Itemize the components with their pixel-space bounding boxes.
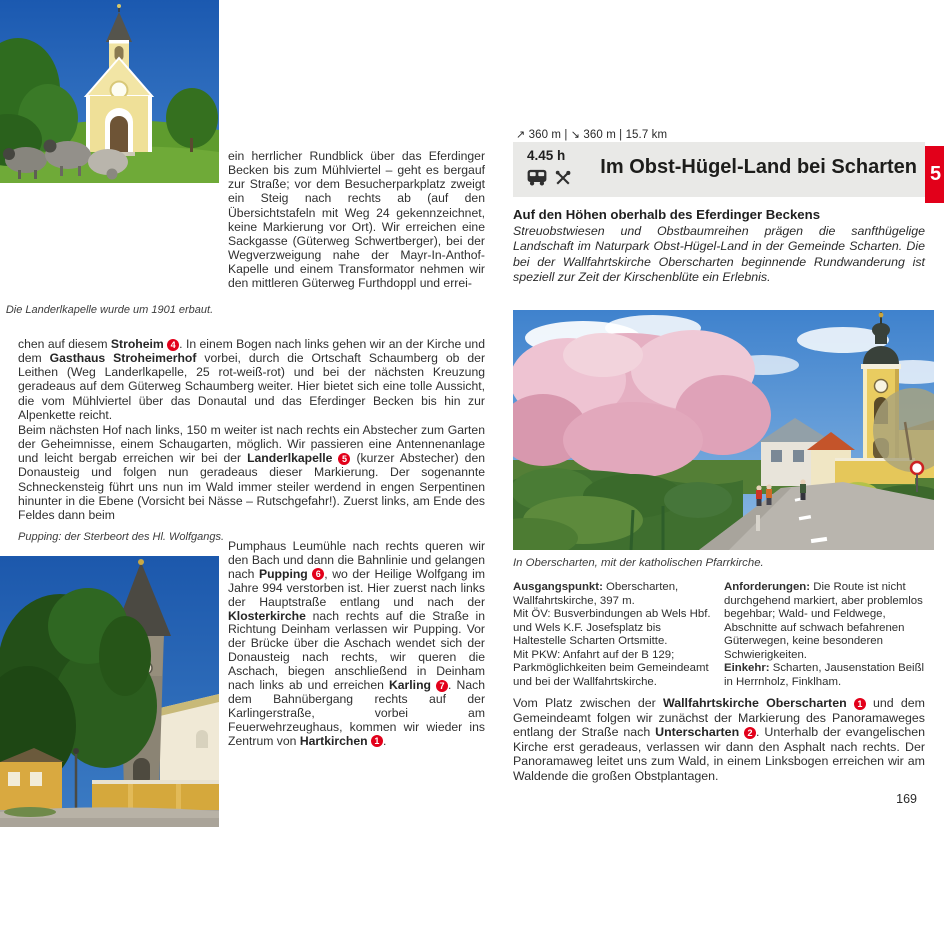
photo-oberscharten (513, 310, 934, 550)
route-point-marker: 2 (744, 727, 756, 739)
page-number: 169 (896, 792, 917, 806)
route-point-marker: 6 (312, 568, 324, 580)
route-point-marker: 4 (167, 339, 179, 351)
pupping-illustration (0, 556, 219, 827)
route-header-bar (513, 142, 925, 197)
section-heading: Auf den Höhen oberhalb des Eferdinger Beckens (513, 207, 821, 222)
body-column-bottom: Pumphaus Leumühle nach rechts queren wir den Bach und dann die Bahnlinie und gelangen nach Pupping 6 , wo der Heilige Wolfgang im Jahre 994 verstorben ist. Hier zuerst nach links der Hauptstraße entlang und nach der Klosterkirche nach rechts auf die Straße in Richtung Deinham verlassen wir Pupping. Vor der Brücke über die Aschach wendet sich der Donausteig nach rechts, wir queren die Aschach, biegen anschließend in Deinham nach links ab und erreichen Karling 7 . Nach dem Bahnübergang rechts auf der Karlingerstraße, vorbei am Feuerwehrzeughaus, kommen wir wieder ins Zentrum von Hartkirchen 1 . (228, 539, 485, 748)
stats-separator: | (619, 129, 623, 141)
info-column-left (513, 581, 711, 689)
info-column-right (724, 581, 936, 689)
info-einkehr: Einkehr: Scharten, Jausenstation Beißl in Herrnholz, Finklham. (724, 662, 925, 688)
body-paragraph-stroheim: chen auf diesem Stroheim 4 . In einem Bogen nach links gehen wir an der Kirche und dem Gasthaus Stroheimerhof vorbei, durch die Ortschaft Schaumberg ob der Leithen (Weg Landerlkapelle, 25 rot-weiß-rot) und bei der nächsten Kreuzung geradeaus auf dem Güterweg Schaumberg weiter. Hier bietet sich eine tolle Aussicht, die vom Mühlviertel über das Donautal und das Eferdinger Becken bis hin zur Alpenkette reicht. (18, 337, 485, 422)
info-oev: Mit ÖV: Busverbindungen ab Wels Hbf. und Wels K.F. Josefsplatz bis Haltestelle Scharten Ortsmitte. (513, 608, 711, 647)
route-number: 5 (930, 163, 942, 185)
restaurant-icon (555, 170, 571, 186)
ascent-arrow-icon: ↗ (516, 129, 526, 141)
route-point-marker: 1 (371, 735, 383, 747)
route-description-paragraph: Vom Platz zwischen der Wallfahrtskirche Oberscharten 1 und dem Gemeindeamt folgen wir zunächst der Markierung des Panoramaweges entlang der Straße nach Unterscharten 2 . Unterhalb der evangelischen Kirche erst geradeaus, verlassen wir dann den Asphalt nach rechts. Der Panoramaweg leitet uns zum Wald, in einem Linksbogen erreichen wir am Waldende die großen Obstplantagen. (513, 696, 925, 783)
stats-separator: | (564, 129, 568, 141)
descent-arrow-icon: ↘ (570, 129, 581, 141)
route-number-tab (925, 146, 944, 203)
route-icons (526, 169, 571, 186)
photo-caption-oberscharten: In Oberscharten, mit der katholischen Pfarrkirche. (513, 557, 764, 569)
distance-value: 15.7 km (625, 129, 668, 141)
route-point-marker: 5 (338, 453, 350, 465)
info-ausgangspunkt: Ausgangspunkt: Oberscharten, Wallfahrtskirche, 397 m. (513, 581, 679, 607)
route-title: Im Obst-Hügel-Land bei Scharten (600, 156, 917, 178)
body-column-top: ein herrlicher Rundblick über das Eferdinger Becken bis zum Mühlviertel – geht es bergauf zur Straße; vor dem Besucherparkplatz zweigt ein Steig nach rechts ab (auf den Übersichtstafeln mit Weg 24 gekennzeichnet, keine Markierung vor Ort). Wir erreichen eine Sackgasse (Güterweg Schwertberger), bei der Wegverzweigung nahe der Mayr-In-Anthof-Kapelle und einem Transformator nehmen wir den mittleren Güterweg Furthdoppl und errei- (228, 149, 485, 291)
descent-value: 360 m (583, 129, 616, 141)
oberscharten-illustration (513, 310, 934, 550)
route-stats (516, 128, 667, 141)
bus-icon (526, 169, 548, 186)
photo-landerlkapelle (0, 0, 219, 183)
photo-pupping (0, 556, 219, 827)
body-paragraph-landerlkapelle: Beim nächsten Hof nach links, 150 m weiter ist nach rechts ein Abstecher zum Garten der Geheimnisse, einem Schaugarten, möglich. Wir passieren eine Antennenanlage und leicht bergab erreichen wir bei der Landerlkapelle 5 (kurzer Abstecher) den Donausteig und folgen nun geradeaus dieser Markierung. Der sogenannte Schneckensteig führt uns nun im Wald immer steiler werdend in engen Serpentinen hinunter in die Ebene (Vorsicht bei Nässe – Rutschgefahr!). Zuerst links, am Ende des Feldes dann beim (18, 423, 485, 522)
photo-caption-pupping: Pupping: der Sterbeort des Hl. Wolfgangs. (18, 531, 225, 543)
info-anforderungen: Anforderungen: Die Route ist nicht durchgehend markiert, aber problemlos begehbar; Wald- und Feldwege, Abschnitte auf schwach befahrenen Güterwegen, keine besonderen Schwierigkeiten. (724, 581, 923, 661)
info-pkw: Mit PKW: Anfahrt auf der B 129; Parkmöglichkeiten beim Gemeindeamt und bei der Wallfahrtskirche. (513, 648, 709, 688)
landerlkapelle-illustration (0, 0, 219, 183)
photo-caption-landerlkapelle: Die Landerlkapelle wurde um 1901 erbaut. (5, 304, 214, 316)
duration-value: 4.45 h (527, 148, 566, 163)
route-point-marker: 1 (854, 698, 866, 710)
ascent-value: 360 m (528, 129, 562, 141)
intro-paragraph: Streuobstwiesen und Obstbaumreihen prägen die sanfthügelige Landschaft im Naturpark Obst-Hügel-Land in der Gemeinde Scharten. Die bei der Wallfahrtskirche Oberscharten beginnende Rundwanderung ist speziell zur Zeit der Kirschenblüte ein Erlebnis. (513, 224, 925, 285)
route-point-marker: 7 (436, 680, 448, 692)
